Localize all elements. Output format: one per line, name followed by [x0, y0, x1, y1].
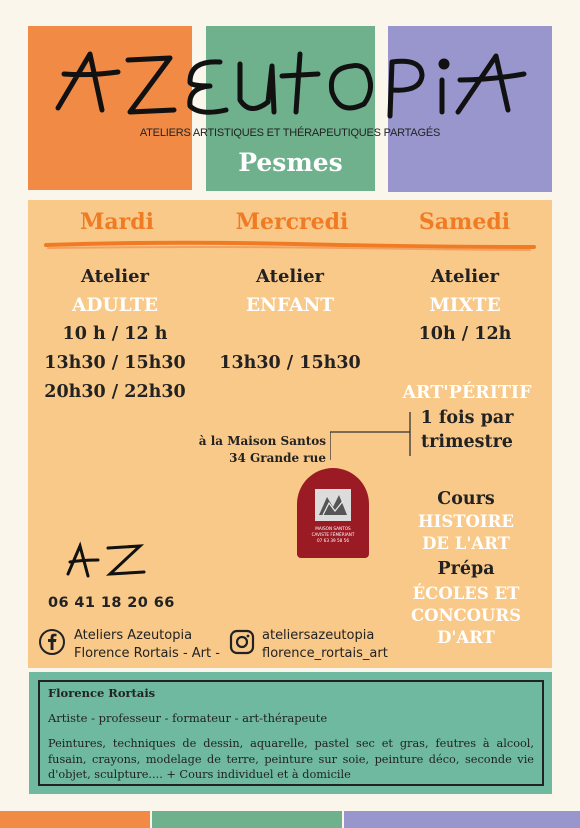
column-enfant: [205, 262, 375, 378]
time-slot: 20h30 / 22h30: [44, 382, 186, 402]
ecoles-line3: D'ART: [437, 628, 495, 647]
sign-line: MAISON SANTOS: [315, 526, 351, 531]
bio-role: Artiste - professeur - formateur - art-thérapeute: [48, 711, 328, 725]
brush-divider: [44, 238, 536, 252]
atelier-type-enfant: ENFANT: [245, 295, 335, 316]
sign-image: [315, 489, 351, 521]
atelier-type-adulte: ADULTE: [72, 295, 158, 316]
instagram-line2[interactable]: florence_rortais_art: [262, 646, 388, 661]
atelier-type-mixte: MIXTE: [429, 295, 501, 316]
sign-text: [297, 526, 369, 544]
location-line2: 34 Grande rue: [229, 451, 326, 465]
instagram-icon[interactable]: [228, 628, 256, 656]
bottom-strip-orange: [0, 811, 150, 828]
prepa-label: Prépa: [437, 559, 495, 579]
instagram-line1[interactable]: ateliersazeutopia: [262, 628, 375, 643]
day-samedi: Samedi: [418, 209, 511, 235]
location-text: [190, 433, 326, 467]
phone-number[interactable]: 06 41 18 20 66: [48, 595, 175, 611]
day-mardi: Mardi: [80, 209, 154, 235]
time-slot: 10 h / 12 h: [62, 324, 168, 344]
day-mercredi: Mercredi: [235, 209, 349, 235]
atelier-label: Atelier: [255, 266, 325, 287]
ecoles-line1: ÉCOLES ET: [412, 584, 520, 603]
column-adulte: [30, 262, 200, 407]
subtitle: ATELIERS ARTISTIQUES ET THÉRAPEUTIQUES PARTAGÉS: [139, 127, 441, 139]
connector-lines: [330, 410, 420, 460]
atelier-label: Atelier: [80, 266, 150, 287]
aperitif-title: ART'PÉRITIF: [402, 383, 532, 403]
histoire-line2: DE L'ART: [422, 534, 510, 553]
location-line1: à la Maison Santos: [198, 434, 326, 448]
bio-description: Peintures, techniques de dessin, aquarelle, pastel sec et gras, feutres à alcool, fusain, crayons, modelage de terre, peinture sur soie, peinture déco, seconde vie d'objet, sculpture.... + Cours individuel et à domicile: [48, 737, 534, 781]
az-monogram: [64, 540, 154, 580]
sign-line: 07 63 39 58 56: [317, 538, 349, 543]
aperitif-line2: trimestre: [421, 432, 513, 452]
aperitif-line1: 1 fois par: [420, 408, 514, 428]
histoire-line1: HISTOIRE: [418, 512, 514, 531]
bottom-strip-green: [152, 811, 342, 828]
sign-line: CAVISTE FÉMÉRIANT: [311, 532, 355, 537]
courses-block: [390, 487, 542, 649]
facebook-line1[interactable]: Ateliers Azeutopia: [74, 628, 193, 643]
bottom-strip-purple: [344, 811, 580, 828]
maison-santos-sign: [297, 468, 369, 558]
ecoles-line2: CONCOURS: [410, 606, 522, 625]
bio-name: Florence Rortais: [48, 686, 156, 700]
sign-illustration: [315, 489, 351, 521]
time-slot: 10h / 12h: [418, 324, 512, 344]
time-slot: 13h30 / 15h30: [219, 353, 361, 373]
instagram-text[interactable]: [262, 627, 388, 663]
column-mixte: [380, 262, 550, 349]
cours-label: Cours: [437, 489, 495, 509]
city-title: Pesmes: [238, 148, 343, 177]
facebook-line2[interactable]: Florence Rortais - Art -: [74, 646, 220, 661]
facebook-text[interactable]: [74, 627, 220, 663]
azeutopia-logo: [50, 46, 530, 124]
facebook-icon[interactable]: [38, 628, 66, 656]
time-slot: 13h30 / 15h30: [44, 353, 186, 373]
atelier-label: Atelier: [430, 266, 500, 287]
